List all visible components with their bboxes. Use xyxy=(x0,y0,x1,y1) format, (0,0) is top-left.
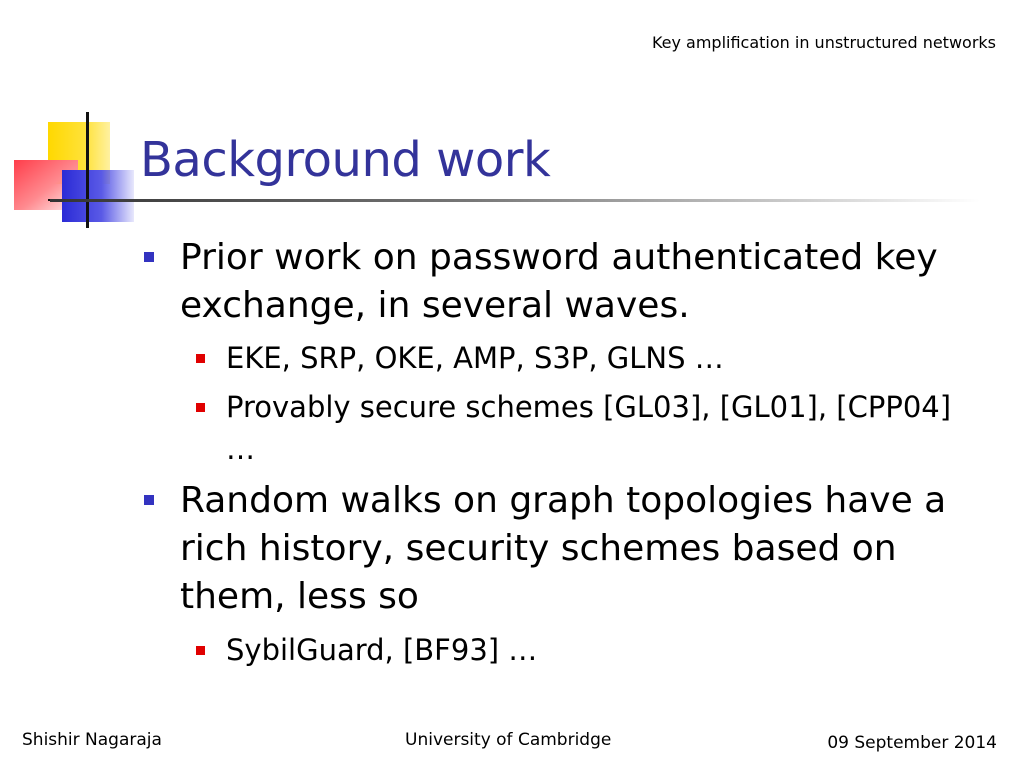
sub-bullet-item xyxy=(226,629,986,671)
sub-bullet-text: Provably secure schemes [GL03], [GL01], [CPP04] … xyxy=(226,390,952,466)
bullet-text: Random walks on graph topologies have a rich history, security schemes based on them, less so xyxy=(180,480,947,617)
bullet-item xyxy=(180,234,980,330)
footer-date: 09 September 2014 xyxy=(827,733,997,753)
bullet-square-icon xyxy=(144,495,154,505)
sub-bullet-text: SybilGuard, [BF93] … xyxy=(226,633,538,667)
slide-title: Background work xyxy=(140,132,551,188)
bullet-item xyxy=(180,477,980,621)
sub-bullet-item xyxy=(226,337,986,379)
footer-institution: University of Cambridge xyxy=(405,730,612,750)
bullet-square-icon xyxy=(196,403,205,412)
header-running-title: Key amplification in unstructured networks xyxy=(651,33,996,52)
bullet-text: Prior work on password authenticated key exchange, in several waves. xyxy=(180,237,938,326)
bullet-square-icon xyxy=(144,252,154,262)
bullet-square-icon xyxy=(196,646,205,655)
sub-bullet-item xyxy=(226,386,986,470)
sub-bullet-text: EKE, SRP, OKE, AMP, S3P, GLNS … xyxy=(226,341,724,375)
footer-author: Shishir Nagaraja xyxy=(22,730,162,750)
bullet-square-icon xyxy=(196,354,205,363)
